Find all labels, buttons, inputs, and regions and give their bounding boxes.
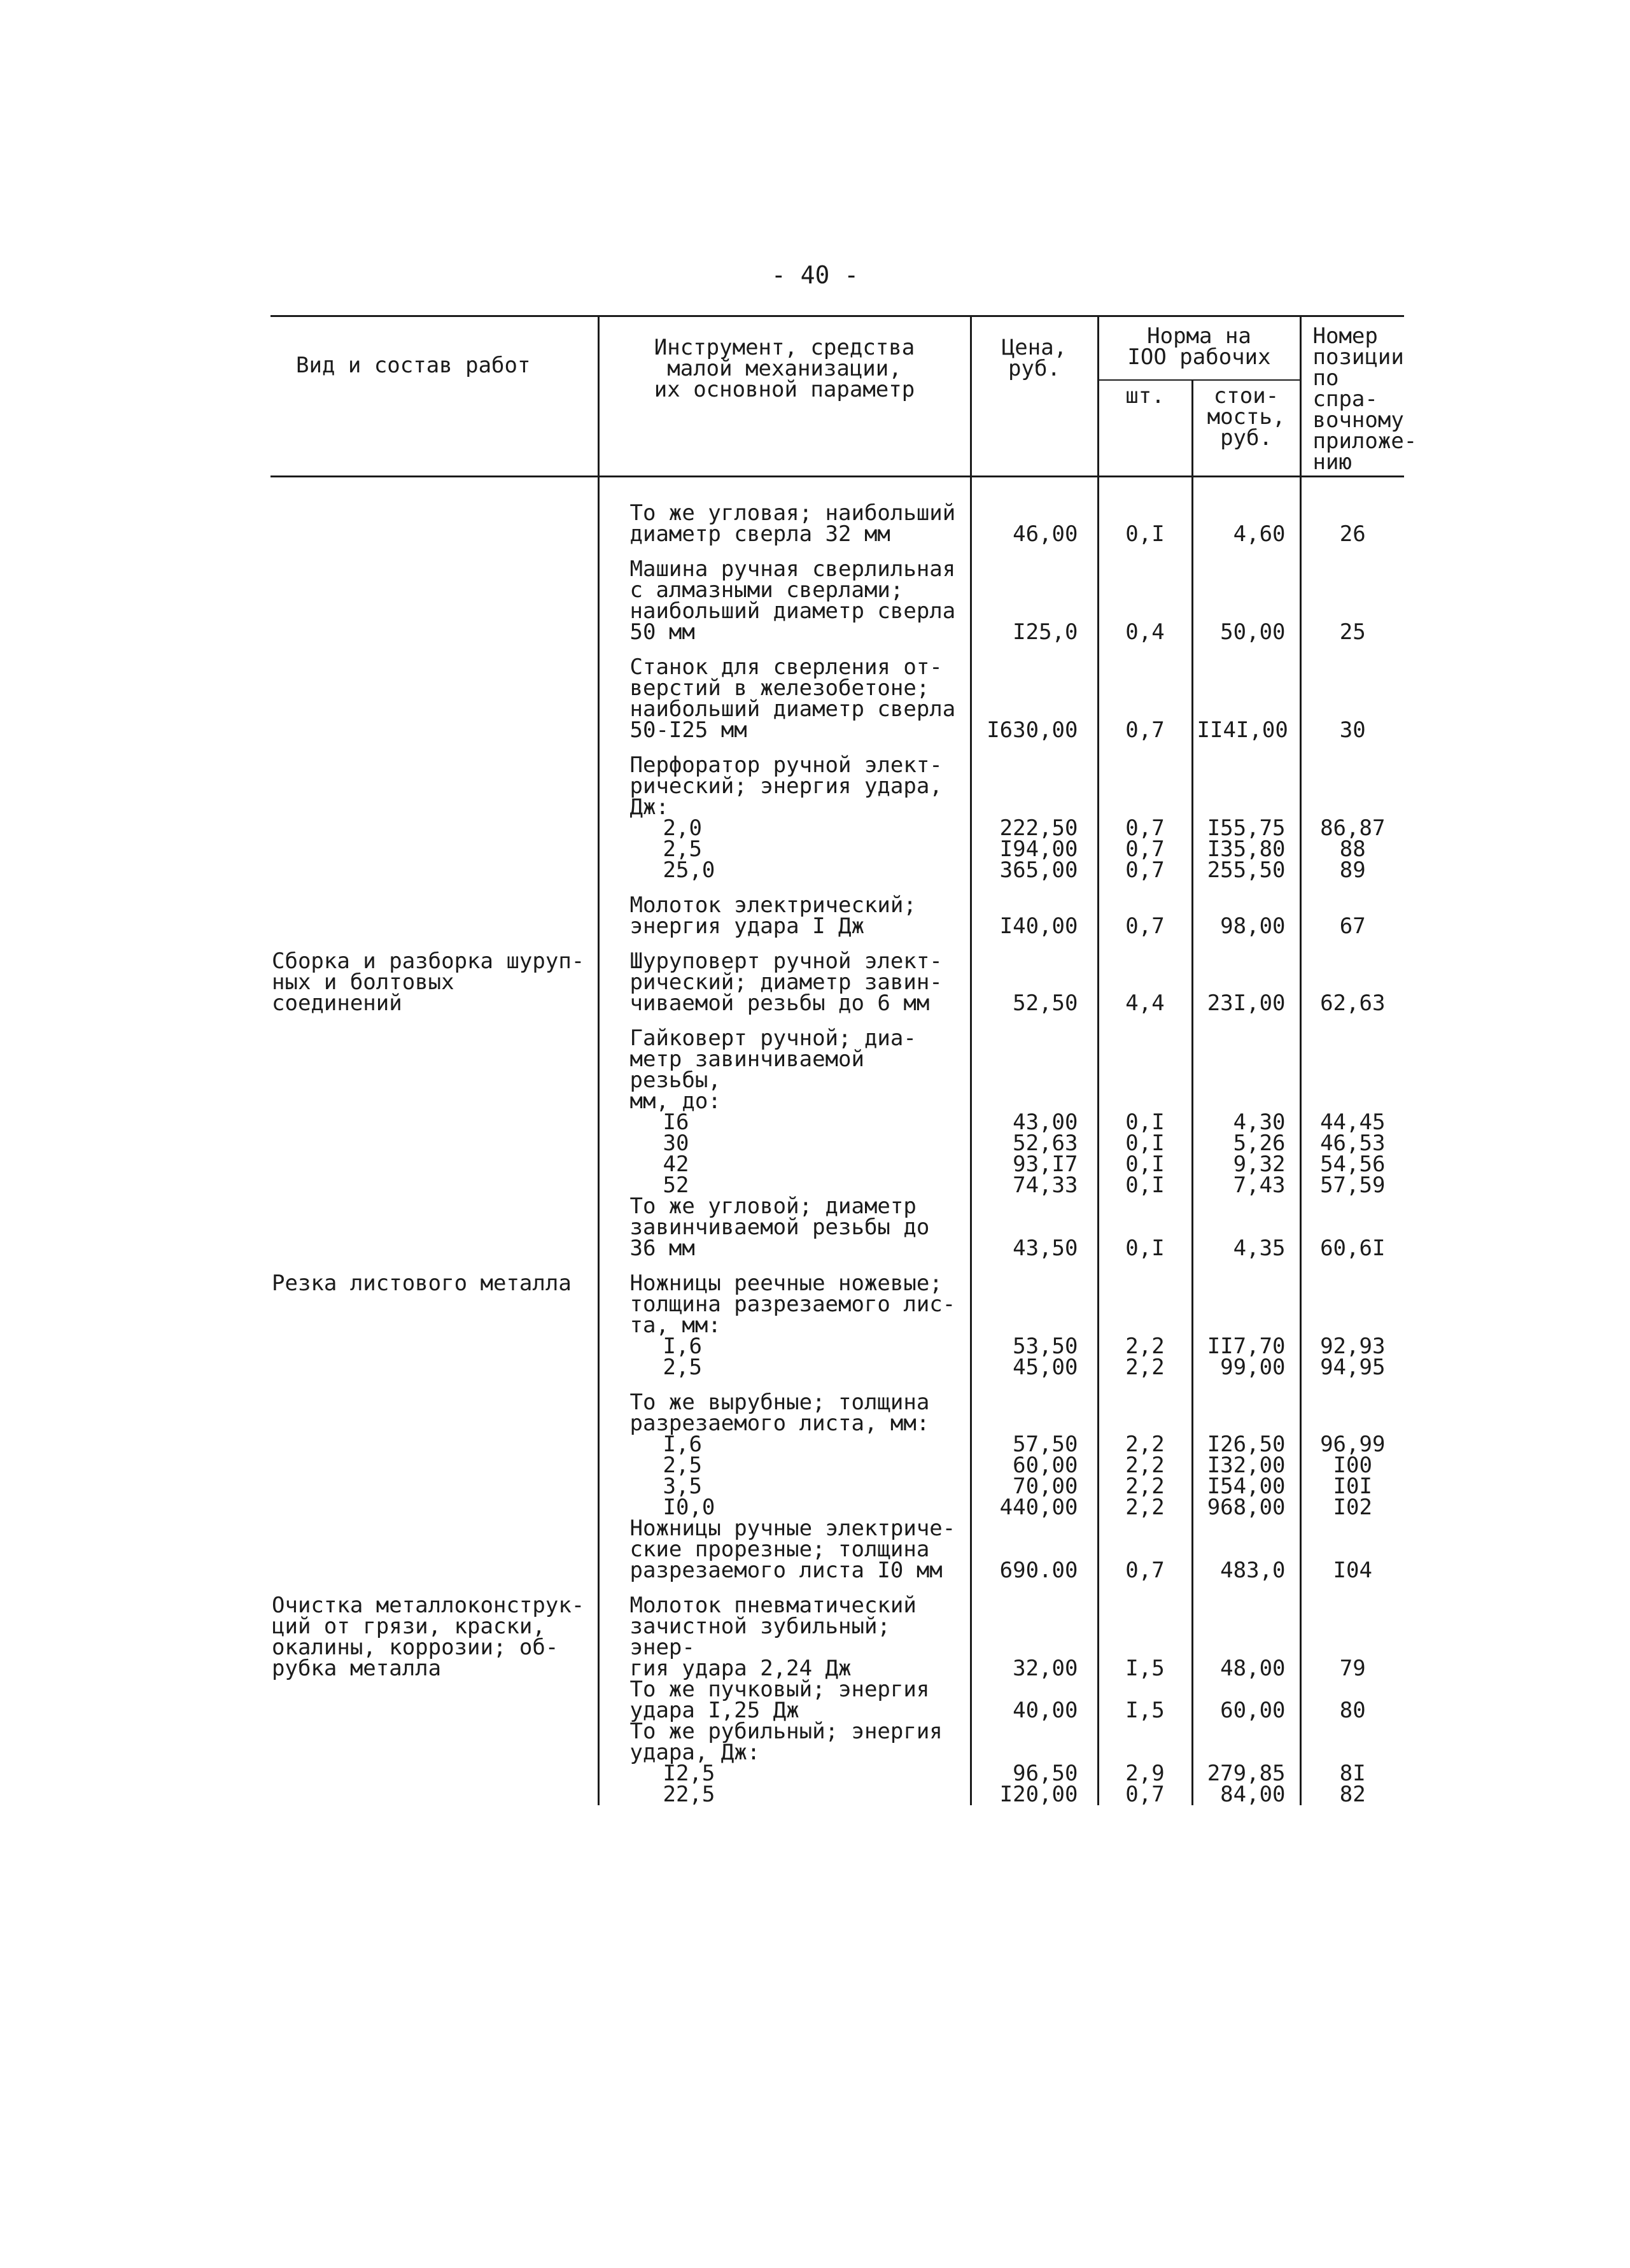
tool-cell: Гайковерт ручной; диа- метр завинчиваемой резьбы, мм, до: (598, 1028, 971, 1112)
qty-cell: 2,2 (1098, 1434, 1192, 1455)
table-row (270, 1518, 1404, 1581)
tool-cell: I6 (598, 1112, 971, 1133)
qty-cell: 2,2 (1098, 1455, 1192, 1476)
work-cell (270, 1455, 598, 1476)
table-row (270, 1392, 1404, 1434)
qty-cell: 0,4 (1098, 559, 1192, 643)
table-row (270, 1357, 1404, 1378)
work-cell (270, 1721, 598, 1763)
position-cell: I02 (1300, 1497, 1404, 1518)
work-cell (270, 755, 598, 818)
cost-cell (1192, 1392, 1300, 1434)
price-cell: 222,50 (971, 818, 1098, 839)
header-work: Вид и состав работ (270, 316, 598, 474)
header-qty: шт. (1098, 380, 1192, 473)
table-row (270, 559, 1404, 643)
tool-cell: Молоток пневматический зачистной зубильный; энер- гия удара 2,24 Дж (598, 1595, 971, 1679)
position-cell: 92,93 (1300, 1336, 1404, 1357)
qty-cell (1098, 1721, 1192, 1763)
position-cell: 96,99 (1300, 1434, 1404, 1455)
work-cell (270, 1763, 598, 1784)
tool-cell: Ножницы ручные электриче- ские прорезные; толщина разрезаемого листа I0 мм (598, 1518, 971, 1581)
tool-cell: То же пучковый; энергия удара I,25 Дж (598, 1679, 971, 1721)
tool-cell: 30 (598, 1133, 971, 1154)
position-cell: 57,59 (1300, 1175, 1404, 1196)
position-cell: 86,87 (1300, 818, 1404, 839)
position-cell (1300, 1392, 1404, 1434)
work-cell (270, 818, 598, 839)
price-cell: I630,00 (971, 657, 1098, 741)
cost-cell: 7,43 (1192, 1175, 1300, 1196)
qty-cell (1098, 1028, 1192, 1112)
qty-cell: 2,2 (1098, 1336, 1192, 1357)
cost-cell: I35,80 (1192, 839, 1300, 860)
table-row (270, 860, 1404, 881)
cost-cell (1192, 755, 1300, 818)
work-cell (270, 1357, 598, 1378)
price-cell: 70,00 (971, 1476, 1098, 1497)
position-cell: 8I (1300, 1763, 1404, 1784)
position-cell: 25 (1300, 559, 1404, 643)
work-cell: Резка листового металла (272, 1271, 572, 1296)
tool-cell: I0,0 (598, 1497, 971, 1518)
position-cell: 26 (1300, 503, 1404, 545)
cost-cell (1192, 1721, 1300, 1763)
table-row (270, 1721, 1404, 1763)
position-cell (1300, 1028, 1404, 1112)
price-cell: 365,00 (971, 860, 1098, 881)
cost-cell: 483,0 (1192, 1518, 1300, 1581)
header-tool: Инструмент, средства малой механизации, их основной параметр (598, 316, 971, 474)
work-cell (270, 1112, 598, 1133)
price-cell: 45,00 (971, 1357, 1098, 1378)
tool-cell: 2,5 (598, 1357, 971, 1378)
qty-cell: 0,7 (1098, 1518, 1192, 1581)
qty-cell: 0,I (1098, 503, 1192, 545)
table-row (270, 951, 1404, 1014)
price-cell: 46,00 (971, 503, 1098, 545)
work-cell (270, 1196, 598, 1259)
tools-table (270, 315, 1417, 1807)
qty-cell: 0,7 (1098, 818, 1192, 839)
position-cell (1300, 1273, 1404, 1336)
work-cell (270, 1133, 598, 1154)
tool-cell: То же угловая; наибольший диаметр сверла 32 мм (598, 503, 971, 545)
cost-cell: 4,35 (1192, 1196, 1300, 1259)
tool-cell: Ножницы реечные ножевые; толщина разрезаемого лис- та, мм: (598, 1273, 971, 1336)
cost-cell: 98,00 (1192, 895, 1300, 937)
price-cell: 93,I7 (971, 1154, 1098, 1175)
work-cell (270, 1336, 598, 1357)
table-row (270, 755, 1404, 818)
header-position: Номер позиции по спра- вочному приложе- нию (1300, 316, 1404, 474)
qty-cell: 0,I (1098, 1112, 1192, 1133)
tool-cell: То же угловой; диаметр завинчиваемой резьбы до 36 мм (598, 1196, 971, 1259)
qty-cell: 2,2 (1098, 1497, 1192, 1518)
work-cell (270, 1497, 598, 1518)
position-cell: I04 (1300, 1518, 1404, 1581)
qty-cell: 2,9 (1098, 1763, 1192, 1784)
qty-cell: 4,4 (1098, 951, 1192, 1014)
table-row (270, 895, 1404, 937)
cost-cell: 48,00 (1192, 1595, 1300, 1679)
tool-cell: 2,5 (598, 839, 971, 860)
work-cell (270, 559, 598, 643)
cost-cell: 4,60 (1192, 503, 1300, 545)
cost-cell: 99,00 (1192, 1357, 1300, 1378)
cost-cell: 255,50 (1192, 860, 1300, 881)
price-cell: I40,00 (971, 895, 1098, 937)
cost-cell: II4I,00 (1192, 657, 1300, 741)
cost-cell: 9,32 (1192, 1154, 1300, 1175)
tool-cell: 2,0 (598, 818, 971, 839)
position-cell: I00 (1300, 1455, 1404, 1476)
price-cell: 32,00 (971, 1595, 1098, 1679)
position-cell: 79 (1300, 1595, 1404, 1679)
tool-cell: Станок для сверления от- верстий в железобетоне; наибольший диаметр сверла 50-I25 мм (598, 657, 971, 741)
tool-cell: 2,5 (598, 1455, 971, 1476)
position-cell: 46,53 (1300, 1133, 1404, 1154)
price-cell: 690.00 (971, 1518, 1098, 1581)
position-cell: 94,95 (1300, 1357, 1404, 1378)
tool-cell: То же рубильный; энергия удара, Дж: (598, 1721, 971, 1763)
cost-cell (1192, 1028, 1300, 1112)
work-cell (270, 1154, 598, 1175)
work-cell: Очистка металлоконструк- ций от грязи, краски, окалины, коррозии; об- рубка металла (272, 1593, 585, 1681)
work-cell (270, 657, 598, 741)
cost-cell: 50,00 (1192, 559, 1300, 643)
tool-cell: I,6 (598, 1434, 971, 1455)
work-cell (270, 1392, 598, 1434)
cost-cell (1192, 1273, 1300, 1336)
cost-cell: I26,50 (1192, 1434, 1300, 1455)
qty-cell: 2,2 (1098, 1476, 1192, 1497)
work-cell (270, 503, 598, 545)
price-cell: 52,50 (971, 951, 1098, 1014)
qty-cell: 0,I (1098, 1133, 1192, 1154)
table-row (270, 1784, 1404, 1805)
qty-cell: 0,I (1098, 1196, 1192, 1259)
qty-cell: I,5 (1098, 1595, 1192, 1679)
qty-cell: 0,7 (1098, 860, 1192, 881)
position-cell: 30 (1300, 657, 1404, 741)
price-cell (971, 1392, 1098, 1434)
cost-cell: I54,00 (1192, 1476, 1300, 1497)
price-cell (971, 1273, 1098, 1336)
cost-cell: 4,30 (1192, 1112, 1300, 1133)
tool-cell: I2,5 (598, 1763, 971, 1784)
qty-cell: 0,7 (1098, 1784, 1192, 1805)
table-row (270, 1196, 1404, 1259)
price-cell: I25,0 (971, 559, 1098, 643)
tool-cell: Перфоратор ручной элект- рический; энергия удара, Дж: (598, 755, 971, 818)
cost-cell: 60,00 (1192, 1679, 1300, 1721)
price-cell: 43,00 (971, 1112, 1098, 1133)
position-cell: 60,6I (1300, 1196, 1404, 1259)
qty-cell: 2,2 (1098, 1357, 1192, 1378)
tool-cell: 22,5 (598, 1784, 971, 1805)
qty-cell: I,5 (1098, 1679, 1192, 1721)
price-cell (971, 1721, 1098, 1763)
price-cell (971, 755, 1098, 818)
work-cell (270, 1518, 598, 1581)
position-cell: 82 (1300, 1784, 1404, 1805)
tool-cell: Шуруповерт ручной элект- рический; диаметр завин- чиваемой резьбы до 6 мм (598, 951, 971, 1014)
cost-cell: 968,00 (1192, 1497, 1300, 1518)
header-price: Цена, руб. (971, 316, 1098, 474)
table-row (270, 503, 1404, 545)
cost-cell: 84,00 (1192, 1784, 1300, 1805)
qty-cell (1098, 1392, 1192, 1434)
qty-cell: 0,I (1098, 1175, 1192, 1196)
position-cell: 80 (1300, 1679, 1404, 1721)
position-cell: 89 (1300, 860, 1404, 881)
header-cost: стои- мость, руб. (1192, 380, 1300, 473)
tool-cell: 52 (598, 1175, 971, 1196)
tool-cell: 25,0 (598, 860, 971, 881)
cost-cell: 5,26 (1192, 1133, 1300, 1154)
price-cell: 96,50 (971, 1763, 1098, 1784)
work-cell (270, 860, 598, 881)
qty-cell (1098, 1273, 1192, 1336)
position-cell: 44,45 (1300, 1112, 1404, 1133)
price-cell: I94,00 (971, 839, 1098, 860)
price-cell: 57,50 (971, 1434, 1098, 1455)
price-cell (971, 1028, 1098, 1112)
tool-cell: Машина ручная сверлильная с алмазными сверлами; наибольший диаметр сверла 50 мм (598, 559, 971, 643)
tool-cell: 3,5 (598, 1476, 971, 1497)
table-row (270, 1028, 1404, 1112)
page-number: - 40 - (771, 261, 859, 289)
work-cell (270, 1028, 598, 1112)
cost-cell: I32,00 (1192, 1455, 1300, 1476)
tool-cell: 42 (598, 1154, 971, 1175)
position-cell: 67 (1300, 895, 1404, 937)
cost-cell: I55,75 (1192, 818, 1300, 839)
position-cell (1300, 1721, 1404, 1763)
qty-cell: 0,7 (1098, 657, 1192, 741)
qty-cell: 0,7 (1098, 839, 1192, 860)
price-cell: 440,00 (971, 1497, 1098, 1518)
price-cell: 60,00 (971, 1455, 1098, 1476)
position-cell: I0I (1300, 1476, 1404, 1497)
cost-cell: 279,85 (1192, 1763, 1300, 1784)
header-norm: Норма на IOO рабочих (1098, 316, 1300, 381)
position-cell (1300, 755, 1404, 818)
work-cell (270, 1679, 598, 1721)
position-cell: 62,63 (1300, 951, 1404, 1014)
tool-cell: То же вырубные; толщина разрезаемого листа, мм: (598, 1392, 971, 1434)
price-cell: 53,50 (971, 1336, 1098, 1357)
table-row (270, 1679, 1404, 1721)
table-body (270, 477, 1404, 1806)
work-cell (270, 1175, 598, 1196)
price-cell: 52,63 (971, 1133, 1098, 1154)
work-cell: Сборка и разборка шуруп- ных и болтовых соединений (272, 948, 585, 1016)
qty-cell: 0,I (1098, 1154, 1192, 1175)
price-cell: 74,33 (971, 1175, 1098, 1196)
table-row (270, 1595, 1404, 1679)
table-row (270, 657, 1404, 741)
table-row (270, 1273, 1404, 1336)
position-cell: 54,56 (1300, 1154, 1404, 1175)
work-cell (270, 1476, 598, 1497)
qty-cell (1098, 755, 1192, 818)
tool-cell: Молоток электрический; энергия удара I Дж (598, 895, 971, 937)
work-cell (270, 1434, 598, 1455)
qty-cell: 0,7 (1098, 895, 1192, 937)
cost-cell: 23I,00 (1192, 951, 1300, 1014)
tool-cell: I,6 (598, 1336, 971, 1357)
price-cell: I20,00 (971, 1784, 1098, 1805)
price-cell: 43,50 (971, 1196, 1098, 1259)
cost-cell: II7,70 (1192, 1336, 1300, 1357)
work-cell (270, 895, 598, 937)
work-cell (270, 839, 598, 860)
table-header (270, 316, 1417, 477)
work-cell (270, 1784, 598, 1805)
price-cell: 40,00 (971, 1679, 1098, 1721)
position-cell: 88 (1300, 839, 1404, 860)
